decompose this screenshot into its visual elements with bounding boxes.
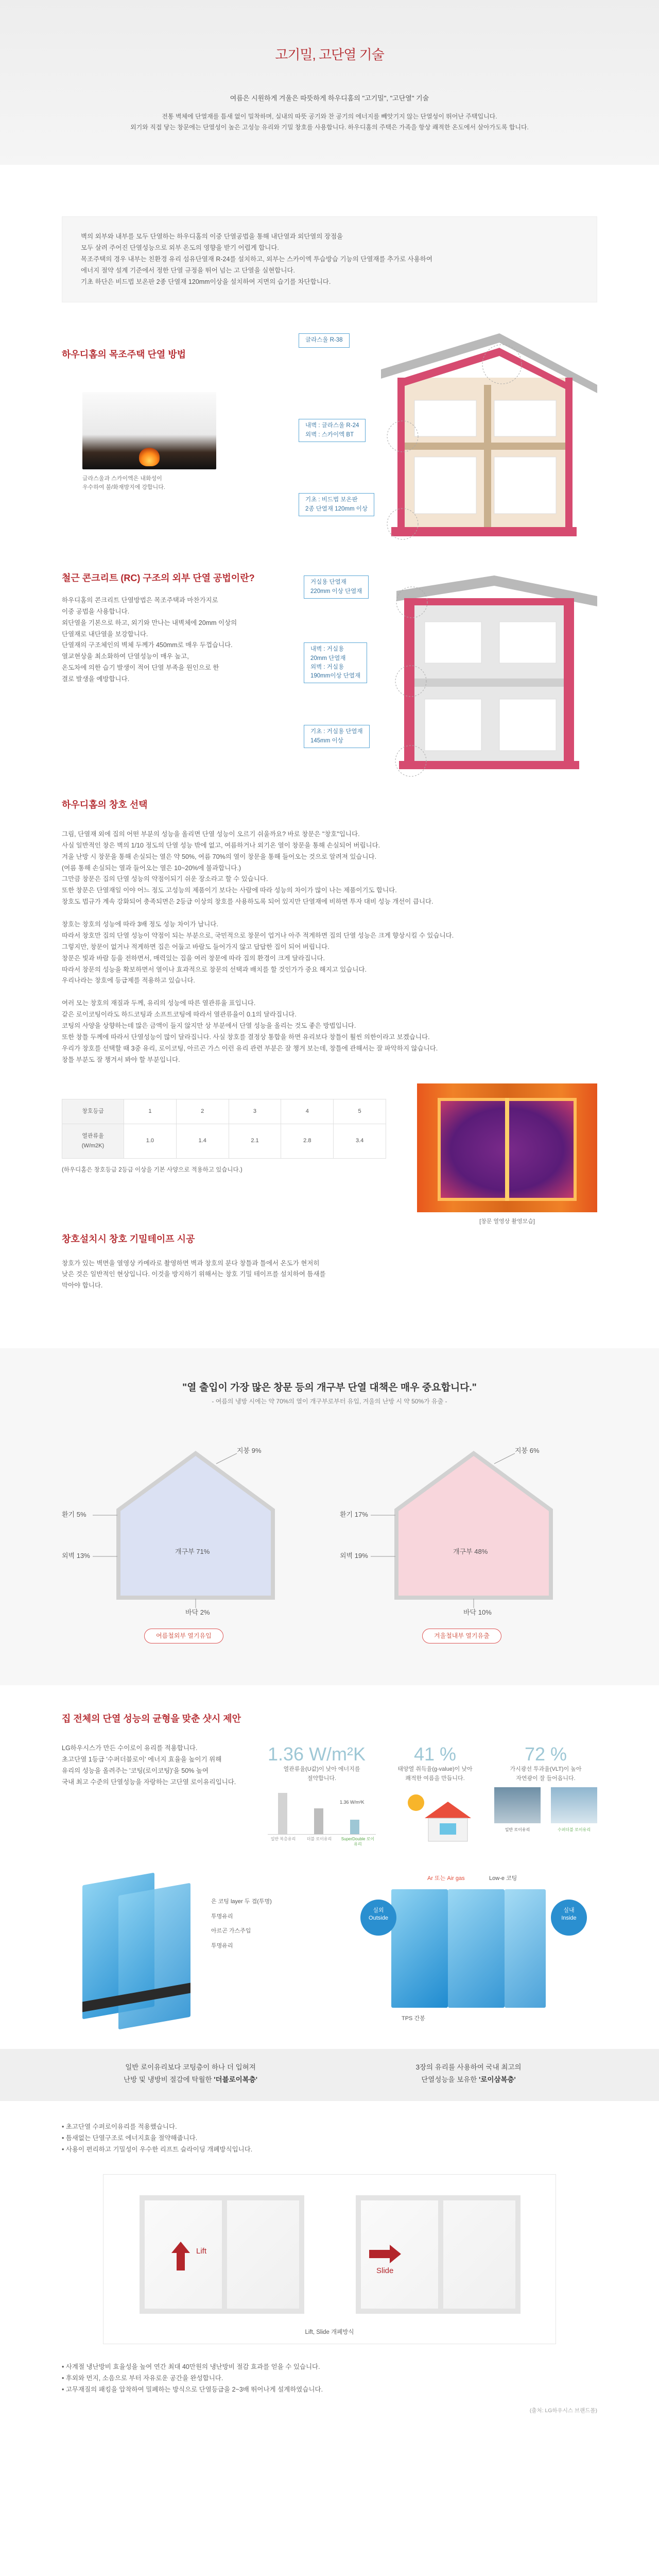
uvalue-bar-cats xyxy=(268,1837,376,1846)
airtight-section xyxy=(62,1231,597,1292)
stat-uvalue-desc: 열관류율(U값)이 낮아 에너지를 절약합니다. xyxy=(283,1766,360,1782)
uvalue-bars xyxy=(268,1788,376,1835)
glass-label: 투명유리 xyxy=(211,1913,233,1920)
rc-text xyxy=(62,595,288,685)
winter-wall: 외벽 19% xyxy=(340,1552,368,1560)
intro-line: 목조주택의 경우 내부는 친환경 유리 섬유단열재 R-24를 설치하고, 외부는 스카이엑 투습방습 기능의 단열재를 추가로 사용하여 xyxy=(81,255,432,263)
sash-bullet: • 사계절 냉난방비 효율성을 높여 연간 최대 40만원의 냉난방비 절감 효과를 얻을 수 있습니다. xyxy=(62,2363,320,2370)
grade-cell: 4 xyxy=(281,1099,334,1124)
gas-label: Ar 또는 Air gas xyxy=(427,1875,465,1882)
tag-foundation: 기초 : 비드법 보온판 2종 단열재 120mm 이상 xyxy=(299,493,374,516)
summer-floor: 바닥 2% xyxy=(185,1608,210,1617)
window-line: 겨울 난방 시 창문을 통해 손실되는 열은 약 50%, 여름 70%의 열이 창문을 통해 들어오는 것으로 알려져 있습니다. xyxy=(62,853,377,860)
tps-label: TPS 간봉 xyxy=(402,2015,425,2022)
source-footer: (출처: LG하우시스 브랜드몰) xyxy=(529,2407,597,2414)
winter-opening: 개구부 48% xyxy=(453,1548,488,1556)
rc-line: 외단열을 기본으로 하고, 외기와 만나는 내벽체에 20mm 이상의 xyxy=(62,619,237,626)
page-title: 고기밀, 고단열 기술 xyxy=(275,47,384,62)
airtight-title: 창호설치시 창호 기밀테이프 시공 xyxy=(62,1234,195,1245)
intro-line: 에너지 절약 설계 기준에서 정한 단열 규정을 뛰어 넘는 고 단열을 실현합니다. xyxy=(81,266,296,274)
glass-line: 초고단열 1등급 '수퍼더블로이' 에너지 효율을 높이기 위해 xyxy=(62,1755,222,1763)
slide-window xyxy=(356,2195,521,2314)
airtight-text xyxy=(62,1258,597,1292)
window-line: 그만큼 창문은 집의 단열 성능의 약점이되기 쉬운 장소라고 할 수 있습니다. xyxy=(62,875,268,883)
inside-badge: 실내 Inside xyxy=(551,1900,587,1936)
winter-roof: 지붕 6% xyxy=(515,1447,540,1455)
uvalue-cat: 일반 복층유리 xyxy=(270,1837,296,1842)
window-line: 창틀 부분도 잘 챙겨서 봐야 할 부분입니다. xyxy=(62,1056,180,1063)
uvalue-cell: 1.4 xyxy=(176,1124,229,1159)
window-para-1 xyxy=(62,829,597,908)
window-line: 따라서 창문의 성능을 확보하면서 열이나 효과적으로 창문의 선택과 배치를 할 것인가가 중요 해지고 있습니다. xyxy=(62,965,367,973)
insulation-photo xyxy=(82,392,216,469)
glass-band xyxy=(0,2049,659,2101)
summer-opening: 개구부 71% xyxy=(175,1548,210,1556)
summer-house-svg xyxy=(62,1433,319,1618)
glass-text xyxy=(62,1743,268,1848)
rc-left xyxy=(62,565,288,782)
glass-diagrams xyxy=(62,1874,597,2028)
sash-bullets-2 xyxy=(62,2362,597,2396)
window-line: 또한 창틀 두께에 따라서 단열성능이 많이 달라집니다. 사실 창호를 결정상 통합을 하면 유리보다 창틀이 훨씬 의한이라고 보겠습니다. xyxy=(62,1033,430,1041)
heat-inner xyxy=(62,1379,597,1649)
grade-cell: 3 xyxy=(229,1099,281,1124)
stat-shgc-number: 41 % xyxy=(413,1743,457,1765)
intro-box xyxy=(62,216,597,302)
rc-line: 온도차에 의한 습기 발생이 적어 단열 부족을 원인으로 한 xyxy=(62,664,219,672)
window-line: 같은 로이코팅이라도 하드코팅과 소프트코팅에 따라서 열관류율이 0.1의 달라집니다. xyxy=(62,1011,297,1019)
sash-diagram xyxy=(103,2174,556,2344)
glass-main xyxy=(62,1711,597,2028)
glass-top-row xyxy=(62,1743,597,1848)
uvalue-cat: 더블 로이유리 xyxy=(306,1837,332,1842)
winter-vent: 환기 17% xyxy=(340,1511,368,1519)
lift-arrow-icon xyxy=(171,2242,190,2253)
rc-diagram xyxy=(288,565,597,782)
summer-vent: 환기 5% xyxy=(62,1511,86,1519)
vlt-photos xyxy=(494,1787,597,1835)
summer-wall: 외벽 13% xyxy=(62,1552,90,1560)
stat-uvalue xyxy=(268,1743,376,1848)
window-line: 창호도 법규가 계속 강화되어 충족되면은 2등급 이상의 창호를 사용하도록 되어 있지만 단열재에 비하면 투자 대비 성능 개선이 큽니다. xyxy=(62,898,433,906)
glass-label: 투명유리 xyxy=(211,1942,233,1949)
uvalue-cell: 2.1 xyxy=(229,1124,281,1159)
rc-line: 열교현상을 최소화하여 단열성능이 매우 높고, xyxy=(62,653,189,660)
rc-line: 하우디홈의 콘크리트 단열방법은 목조주택과 마찬가지로 xyxy=(62,596,218,604)
hero-banner xyxy=(0,0,659,165)
sash-bullets-1 xyxy=(62,2122,597,2156)
sash-bullet: • 초고단열 수퍼로이유리를 적용했습니다. xyxy=(62,2123,177,2131)
glass-line: 국내 최고 수준의 단열성능을 자랑하는 고단열 로이유리입니다. xyxy=(62,1778,236,1786)
window-line: 따라서 창호만 집의 단열 성능이 약점이 되는 부분으로, 국민적으로 창문이 업거나 아주 적게하면 집의 단열 성능은 크게 향상시킬 수 있습니다. xyxy=(62,931,454,939)
thermal-caption: [창문 열영상 촬영모습] xyxy=(479,1218,535,1225)
tag-wall: 내벽 : 글라스울 R-24 외벽 : 스카이엑 BT xyxy=(299,419,366,442)
summer-diagram xyxy=(62,1433,319,1649)
window-line: 우리가 창호를 선택할 때 3중 유리, 로이코팅, 아르곤 가스 이런 유리 관련 부분은 잘 챙겨 보는데, 창틀에 관해서는 잘 파악하지 않습니다. xyxy=(62,1044,438,1052)
slide-label: Slide xyxy=(376,2266,394,2275)
stat-shgc-desc: 태양열 취득율(g-value)이 낮아 쾌적한 여름을 만듭니다. xyxy=(397,1766,473,1782)
thermal-image xyxy=(417,1083,597,1212)
sash-main xyxy=(62,2122,597,2415)
window-line: 창문은 빛과 바람 등을 전하면서, 매력있는 집을 여러 창문에 따라 집의 환경이 크게 달라집니다. xyxy=(62,954,325,962)
lift-window xyxy=(140,2195,304,2314)
vlt-photo-normal: 일반 로이유리 xyxy=(494,1787,541,1835)
wood-section xyxy=(62,328,597,545)
airtight-line: 창호가 있는 벽면을 열영상 카메라로 촬영하면 벽과 창호의 분다 창틀과 틀에서 온도가 현저히 xyxy=(62,1259,320,1267)
window-line: 그림, 단열재 외에 집의 어떤 부분의 성능을 올리면 단열 성능이 오르기 쉬울까요? 바로 창문은 "창호"입니다. xyxy=(62,830,360,838)
sash-bullet: • 후외와 먼지, 소음으로 부터 자유로운 공간을 완성합니다. xyxy=(62,2374,223,2382)
glass-band-inner xyxy=(62,2061,597,2086)
rc-section xyxy=(62,565,597,782)
sun-house-icon xyxy=(396,1787,474,1844)
grade-header: 창호등급 xyxy=(62,1099,124,1124)
triple-low-e-diagram xyxy=(340,1874,597,2028)
stat-shgc xyxy=(384,1743,487,1848)
tag-rc-foundation: 기초 : 거실용 단열재 145mm 이상 xyxy=(304,725,370,748)
window-line: 또한 창문은 단열재일 이야 어느 정도 고성능의 제품이기 보다는 사람에 따라 성능의 차이가 많이 나는 제품이기도 합니다. xyxy=(62,887,397,894)
intro-line: 기초 하단은 비드법 보온판 2종 단열재 120mm이상을 설치하여 지면의 습기를 차단합니다. xyxy=(81,278,331,285)
airtight-line: 낮은 것은 일반적인 현상입니다. 이것을 방지하기 위해서는 창호 기밀 테이프를 설치하여 틈새를 xyxy=(62,1270,326,1278)
stat-uvalue-number: 1.36 W/m²K xyxy=(268,1743,366,1765)
sash-bullet: • 틈새없는 단열구조로 에너지효율 절약해줍니다. xyxy=(62,2134,198,2142)
low-e-label: Low-e 코팅 xyxy=(489,1875,517,1882)
window-line: (여름 통해 손실되는 열과 들어오는 열은 10~20%에 불과합니다.) xyxy=(62,864,241,872)
uvalue-cell: 1.0 xyxy=(124,1124,177,1159)
uvalue-cat: SuperDouble 로이유리 xyxy=(341,1837,375,1846)
window-title: 하우디홈의 창호 선택 xyxy=(62,800,148,810)
tag-rc-wall: 내벽 : 거실용 20mm 단열재 외벽 : 거실용 190mm이상 단열재 xyxy=(304,642,367,683)
flame-icon xyxy=(139,448,160,466)
sash-bullet: • 고무재질의 패킹을 압착하여 밀폐하는 방식으로 단열등급을 2~3배 뛰어나게 설계하였습니다. xyxy=(62,2385,323,2393)
intro-line: 모두 살려 주어진 단열성능으로 외부 온도의 영향을 받기 어렵게 합니다. xyxy=(81,244,279,251)
stat-vlt-number: 72 % xyxy=(524,1743,567,1765)
wood-title: 하우디홈의 목조주택 단열 방법 xyxy=(62,349,186,360)
uvalue-cell: 3.4 xyxy=(334,1124,386,1159)
winter-diagram xyxy=(340,1433,597,1649)
wood-diagram xyxy=(288,328,597,545)
slide-arrow-icon xyxy=(390,2245,401,2263)
winter-label-button: 겨울철내부 열기유출 xyxy=(422,1629,501,1643)
hero-lead: 여름은 시원하게 겨울은 따뜻하게 하우디홈의 "고기밀", "고단열" 기술 xyxy=(230,94,429,102)
hero-paragraph-2: 외기와 직접 닿는 창문에는 단열성이 높은 고성능 유리와 기밀 창호를 사용합니다. 하우디홈의 주택은 가족을 항상 쾌적한 온도에서 살아가도록 합니다. xyxy=(130,124,529,131)
winter-house-svg xyxy=(340,1433,597,1618)
band-triple: 3장의 유리를 사용하여 국내 최고의 단열성능을 보유한 '로이삼복층' xyxy=(415,2063,522,2083)
wood-left xyxy=(62,328,283,545)
intro-line: 벽의 외부와 내부를 모두 단열하는 하우디홈의 이중 단열공법을 통해 내단열과 외단열의 장점을 xyxy=(81,233,343,240)
outside-badge: 실외 Outside xyxy=(360,1900,396,1936)
uvalue-header: 열관류율 (W/m2K) xyxy=(62,1124,124,1159)
tag-roof-insulation: 거실용 단열재 220mm 이상 단열재 xyxy=(304,575,369,599)
rc-line: 단열재로 내단열을 보강합니다. xyxy=(62,630,148,638)
grade-cell: 2 xyxy=(176,1099,229,1124)
winter-floor: 바닥 10% xyxy=(463,1608,492,1617)
glass-stats xyxy=(268,1743,597,1848)
glass-line: LG하우시스가 만든 수이로이 유리를 적용합니다. xyxy=(62,1744,198,1752)
window-line: 그렇지만, 창문이 없거나 적게하면 집은 어둡고 바람도 들어가지 않고 답답한 집이 되어 버립니다. xyxy=(62,943,330,951)
thermal-image-wrap xyxy=(417,1083,597,1227)
rc-line: 단열재의 구조체인의 벽체 두께가 450mm로 매우 두껍습니다. xyxy=(62,641,233,649)
main-content xyxy=(62,216,597,1292)
window-line: 여러 모는 창호의 재질과 두께, 유리의 성능에 따른 열관류율 표입니다. xyxy=(62,999,256,1007)
window-line: 코팅의 사양을 상향하는데 많은 금액이 들지 않지만 상 부분에서 단열 성능을 올리는 것도 좋은 방법입니다. xyxy=(62,1022,356,1029)
tag-glasswool: 글라스울 R-38 xyxy=(299,333,350,347)
double-low-e-labels xyxy=(211,1894,272,1953)
grade-cell: 5 xyxy=(334,1099,386,1124)
window-para-3 xyxy=(62,998,597,1065)
airtight-line: 막아야 합니다. xyxy=(62,1282,103,1290)
photo-caption: 글라스울과 스카이엑은 내화성이 우수하여 불/화재방지에 강합니다. xyxy=(82,475,165,491)
sash-bullet: • 사용이 편리하고 기밀성이 우수한 리프트 슬라이딩 개폐방식입니다. xyxy=(62,2146,253,2154)
lift-label: Lift xyxy=(196,2246,207,2256)
band-double: 일반 로이유리보다 코팅층이 하나 더 입혀져 난방 및 냉방비 절감에 탁월한 '더블로이복층' xyxy=(124,2063,257,2083)
glass-line: 유리의 성능을 올려주는 '코팅(로이코팅)'을 50% 높여 xyxy=(62,1767,209,1774)
heat-headline: "열 출입이 가장 많은 창문 등의 개구부 단열 대책은 매우 중요합니다." xyxy=(182,1382,477,1394)
summer-roof: 지붕 9% xyxy=(237,1447,262,1455)
stat-vlt xyxy=(494,1743,597,1848)
double-low-e-diagram xyxy=(62,1874,319,2028)
uvalue-bar-label: 1.36 W/m²K xyxy=(340,1800,365,1805)
grade-cell: 1 xyxy=(124,1099,177,1124)
window-line: 우리나라는 창호에 등급제를 적용하고 있습니다. xyxy=(62,977,195,985)
heat-diagrams xyxy=(62,1433,597,1649)
window-section xyxy=(62,797,597,1226)
glass-label: 은 코팅 layer 두 겹(투명) xyxy=(211,1899,272,1905)
table-note: (하우디홈은 창호등급 2등급 이상을 기본 사양으로 적용하고 있습니다.) xyxy=(62,1167,242,1174)
grade-table xyxy=(62,1099,386,1159)
rc-line: 이중 공법을 사용합니다. xyxy=(62,607,130,615)
summer-label-button: 여름철외부 열기유입 xyxy=(144,1629,223,1643)
glass-title: 집 전체의 단열 성능의 균형을 맞춘 샷시 제안 xyxy=(62,1714,241,1724)
rc-title: 철근 콘크리트 (RC) 구조의 외부 단열 공법이란? xyxy=(62,573,255,584)
sash-caption: Lift, Slide 개폐방식 xyxy=(305,2329,354,2335)
hero-paragraph-1: 전통 벽체에 단열재를 틈새 없이 밀착하며, 실내의 따뜻 공기와 찬 공기의 에너지를 빼앗기지 않는 단열성이 뛰어난 주택입니다. xyxy=(162,113,497,121)
glass-label: 아르곤 가스주입 xyxy=(211,1928,251,1935)
uvalue-cell: 2.8 xyxy=(281,1124,334,1159)
grade-row xyxy=(62,1083,597,1227)
vlt-photo-super: 수퍼더블 로이유리 xyxy=(551,1787,597,1835)
heat-section xyxy=(0,1348,659,1685)
window-line: 창호는 창호의 성능에 따라 3배 정도 성능 차이가 납니다. xyxy=(62,921,218,928)
stat-vlt-desc: 가시광선 투과율(VLT)이 높아 자연광이 잘 들어옵니다. xyxy=(510,1766,582,1782)
window-para-2 xyxy=(62,919,597,987)
window-line: 사실 일반적인 창은 벽의 1/10 정도의 단열 성능 밖에 없고, 여름하거나 외기온 열이 창문을 통해 손실되어 버립니다. xyxy=(62,841,380,849)
rc-line: 결로 발생을 예방합니다. xyxy=(62,675,130,683)
grade-table-wrap xyxy=(62,1083,386,1227)
heat-sub: - 여름의 냉방 시에는 약 70%의 열이 개구부로부터 유입, 겨울의 난방 시 약 50%가 유출 - xyxy=(212,1398,447,1405)
